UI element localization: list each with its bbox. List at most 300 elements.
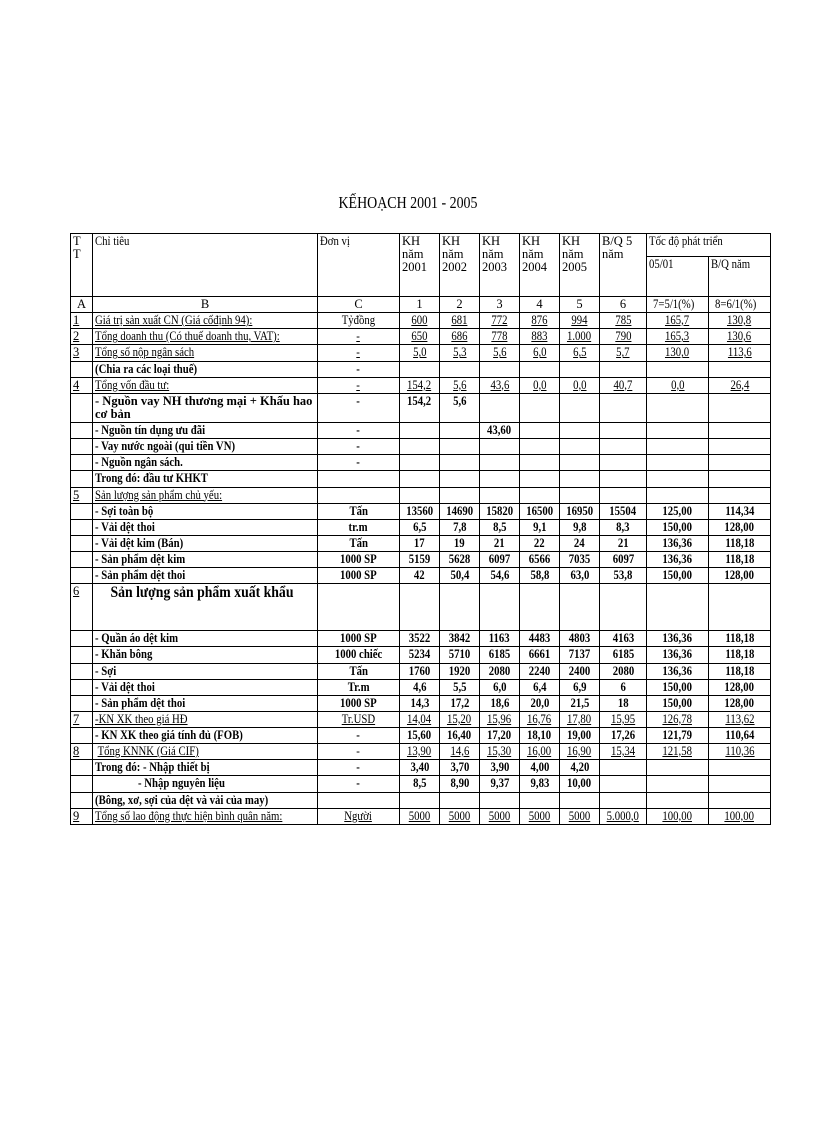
row-value (440, 423, 480, 439)
row-number: 8 (71, 744, 93, 760)
row-value (400, 584, 440, 631)
row-value: 0,0 (560, 377, 600, 393)
row-value: 3,70 (440, 760, 480, 776)
row-value: 26,4 (709, 377, 771, 393)
row-value: 15,96 (480, 711, 520, 727)
row-value: 17,20 (480, 728, 520, 744)
row-value: 1163 (480, 631, 520, 647)
row-value (400, 471, 440, 487)
row-value: 8,5 (480, 519, 520, 535)
row-value: 6661 (520, 647, 560, 663)
row-value: 110,64 (709, 728, 771, 744)
row-label: Trong đó: - Nhập thiết bị (93, 760, 318, 776)
row-value: 772 (480, 313, 520, 329)
row-value: 1760 (400, 663, 440, 679)
table-row (71, 345, 771, 361)
row-value: 13,90 (400, 744, 440, 760)
row-label: - Vải dệt thoi (93, 679, 318, 695)
header-year-2004: KH năm 2004 (520, 234, 560, 297)
row-value: 681 (440, 313, 480, 329)
row-value: 7035 (560, 552, 600, 568)
row-value: 14,04 (400, 711, 440, 727)
row-value: 16,90 (560, 744, 600, 760)
table-row (71, 647, 771, 663)
row-value (520, 584, 560, 631)
row-value: 50,4 (440, 568, 480, 584)
table-row (71, 503, 771, 519)
table-row (71, 313, 771, 329)
row-value (560, 471, 600, 487)
row-value: 15,95 (600, 711, 647, 727)
row-value: 150,00 (647, 695, 709, 711)
row-value: 8,3 (600, 519, 647, 535)
row-value: 17,26 (600, 728, 647, 744)
row-value (709, 776, 771, 792)
row-value (709, 487, 771, 503)
row-value: 54,6 (480, 568, 520, 584)
document-title: KẾHOẠCH 2001 - 2005 (338, 193, 478, 212)
table-row (71, 361, 771, 377)
row-value: 5710 (440, 647, 480, 663)
header-chi-tieu: Chỉ tiêu (93, 234, 318, 297)
row-value: 0,0 (647, 377, 709, 393)
row-value: 128,00 (709, 679, 771, 695)
row-value (647, 439, 709, 455)
row-value (600, 455, 647, 471)
row-unit: - (318, 760, 400, 776)
row-unit: - (318, 393, 400, 422)
row-value: 6 (600, 679, 647, 695)
row-value: 150,00 (647, 679, 709, 695)
row-value (520, 471, 560, 487)
row-value: 128,00 (709, 568, 771, 584)
row-value: 15,20 (440, 711, 480, 727)
row-value: 6,0 (480, 679, 520, 695)
row-value (440, 471, 480, 487)
row-label: -KN XK theo giá HĐ (93, 711, 318, 727)
row-value: 8,90 (440, 776, 480, 792)
row-unit: 1000 SP (318, 631, 400, 647)
row-value: 136,36 (647, 552, 709, 568)
row-value (520, 393, 560, 422)
row-value: 165,3 (647, 329, 709, 345)
row-unit: 1000 SP (318, 568, 400, 584)
row-value: 6185 (600, 647, 647, 663)
table-row (71, 584, 771, 631)
row-value: 4803 (560, 631, 600, 647)
row-value: 16950 (560, 503, 600, 519)
row-value: 18 (600, 695, 647, 711)
plan-table (70, 233, 771, 825)
row-label: - Vải dệt kim (Bán) (93, 535, 318, 551)
row-value (480, 471, 520, 487)
table-row (71, 776, 771, 792)
row-value (647, 361, 709, 377)
row-value (600, 584, 647, 631)
row-value: 118,18 (709, 663, 771, 679)
row-number (71, 535, 93, 551)
row-number (71, 679, 93, 695)
row-value: 2080 (480, 663, 520, 679)
row-value: 125,00 (647, 503, 709, 519)
row-number (71, 423, 93, 439)
row-number (71, 568, 93, 584)
row-number: 6 (71, 584, 93, 631)
row-value: 126,78 (647, 711, 709, 727)
row-value: 15,30 (480, 744, 520, 760)
table-row (71, 471, 771, 487)
row-value: 136,36 (647, 663, 709, 679)
row-label: - KN XK theo giá tính đủ (FOB) (93, 728, 318, 744)
row-value: 6097 (600, 552, 647, 568)
row-unit: - (318, 377, 400, 393)
table-row (71, 631, 771, 647)
header-bq5: B/Q 5 năm (600, 234, 647, 297)
row-number (71, 552, 93, 568)
row-value: 17 (400, 535, 440, 551)
row-unit: - (318, 423, 400, 439)
row-value: 13560 (400, 503, 440, 519)
row-value: 785 (600, 313, 647, 329)
header-year-2003: KH năm 2003 (480, 234, 520, 297)
row-value: 154,2 (400, 393, 440, 422)
row-number (71, 631, 93, 647)
row-number: 3 (71, 345, 93, 361)
row-number (71, 792, 93, 808)
row-value: 6,0 (520, 345, 560, 361)
row-value: 4,00 (520, 760, 560, 776)
table-row (71, 808, 771, 824)
row-value: 130,8 (709, 313, 771, 329)
row-value: 19 (440, 535, 480, 551)
row-value (560, 439, 600, 455)
row-value: 43,6 (480, 377, 520, 393)
row-unit: Tấn (318, 503, 400, 519)
row-value: 3,40 (400, 760, 440, 776)
row-number (71, 519, 93, 535)
row-value (709, 423, 771, 439)
row-value: 165,7 (647, 313, 709, 329)
row-number (71, 647, 93, 663)
row-value: 15820 (480, 503, 520, 519)
code-cell: C (318, 297, 400, 313)
table-row (71, 568, 771, 584)
row-value: 10,00 (560, 776, 600, 792)
row-value (709, 393, 771, 422)
row-value (440, 455, 480, 471)
row-value (600, 471, 647, 487)
row-value: 5000 (440, 808, 480, 824)
row-value (440, 584, 480, 631)
row-label: Sản lượng sản phẩm xuất khẩu (93, 584, 318, 631)
row-value: 118,18 (709, 647, 771, 663)
row-value: 110,36 (709, 744, 771, 760)
row-label: Tổng doanh thu (Có thuế doanh thu, VAT): (93, 329, 318, 345)
header-sub-0501: 05/01 (647, 257, 709, 297)
row-number (71, 361, 93, 377)
row-value (480, 439, 520, 455)
row-value (709, 361, 771, 377)
row-number: 2 (71, 329, 93, 345)
code-cell: B (93, 297, 318, 313)
row-value: 19,00 (560, 728, 600, 744)
row-value (560, 584, 600, 631)
row-value: 53,8 (600, 568, 647, 584)
row-value (600, 439, 647, 455)
header-tt: T T (71, 234, 93, 297)
row-value: 5000 (520, 808, 560, 824)
row-value: 7137 (560, 647, 600, 663)
row-number: 4 (71, 377, 93, 393)
row-value: 17,80 (560, 711, 600, 727)
code-cell: 2 (440, 297, 480, 313)
row-label: Tổng số nộp ngân sách (93, 345, 318, 361)
row-value (520, 487, 560, 503)
row-label: - Sản phẩm dệt kim (93, 552, 318, 568)
row-value (709, 471, 771, 487)
row-value: 42 (400, 568, 440, 584)
row-value: 100,00 (647, 808, 709, 824)
row-value: 6,9 (560, 679, 600, 695)
row-value: 4,6 (400, 679, 440, 695)
row-value: 136,36 (647, 647, 709, 663)
row-unit: - (318, 329, 400, 345)
row-label: Giá trị sản xuất CN (Giá cốđịnh 94): (93, 313, 318, 329)
table-row (71, 711, 771, 727)
row-label: Tổng vốn đầu tư: (93, 377, 318, 393)
row-value: 20,0 (520, 695, 560, 711)
row-unit (318, 471, 400, 487)
row-value: 150,00 (647, 519, 709, 535)
row-value: 114,34 (709, 503, 771, 519)
table-row (71, 487, 771, 503)
row-number: 5 (71, 487, 93, 503)
row-unit: 1000 SP (318, 552, 400, 568)
row-value: 1.000 (560, 329, 600, 345)
code-cell: 4 (520, 297, 560, 313)
row-value: 9,8 (560, 519, 600, 535)
row-label: - Nguồn tín dụng ưu đãi (93, 423, 318, 439)
row-value: 113,62 (709, 711, 771, 727)
row-number: 7 (71, 711, 93, 727)
row-value: 21,5 (560, 695, 600, 711)
table-row (71, 535, 771, 551)
row-value: 1920 (440, 663, 480, 679)
row-value: 5,3 (440, 345, 480, 361)
row-value: 58,8 (520, 568, 560, 584)
row-unit: - (318, 728, 400, 744)
row-value: 9,83 (520, 776, 560, 792)
row-unit: - (318, 455, 400, 471)
row-value: 2080 (600, 663, 647, 679)
header-year-2001: KH năm 2001 (400, 234, 440, 297)
row-value (600, 760, 647, 776)
row-value: 5,7 (600, 345, 647, 361)
row-label: Tổng KNNK (Giá CIF) (93, 744, 318, 760)
row-unit: Tấn (318, 535, 400, 551)
row-unit: - (318, 361, 400, 377)
row-value: 3842 (440, 631, 480, 647)
row-unit: tr.m (318, 519, 400, 535)
row-value: 600 (400, 313, 440, 329)
row-value: 6,5 (400, 519, 440, 535)
row-label: - Quần áo dệt kim (93, 631, 318, 647)
row-unit: Người (318, 808, 400, 824)
row-value (560, 792, 600, 808)
row-number: 1 (71, 313, 93, 329)
row-label: (Bông, xơ, sợi của dệt và vải của may) (93, 792, 318, 808)
row-value (440, 439, 480, 455)
row-value: 650 (400, 329, 440, 345)
row-value: 5,5 (440, 679, 480, 695)
row-label: - Sợi toàn bộ (93, 503, 318, 519)
row-label: - Khăn bông (93, 647, 318, 663)
row-value: 121,79 (647, 728, 709, 744)
table-row (71, 552, 771, 568)
row-value: 154,2 (400, 377, 440, 393)
row-value: 9,1 (520, 519, 560, 535)
row-value: 5159 (400, 552, 440, 568)
header-row (71, 234, 771, 257)
code-cell: A (71, 297, 93, 313)
row-value (520, 792, 560, 808)
row-label: - Vay nước ngoài (qui tiền VN) (93, 439, 318, 455)
row-value (600, 393, 647, 422)
row-unit: - (318, 744, 400, 760)
row-label: - Vải dệt thoi (93, 519, 318, 535)
row-value (520, 361, 560, 377)
row-label: Trong đó: đầu tư KHKT (93, 471, 318, 487)
row-unit: Tr.USD (318, 711, 400, 727)
row-value: 2240 (520, 663, 560, 679)
row-value: 778 (480, 329, 520, 345)
row-unit: - (318, 776, 400, 792)
row-value: 5,6 (440, 377, 480, 393)
row-unit (318, 487, 400, 503)
row-value (560, 455, 600, 471)
row-value (400, 423, 440, 439)
table-row (71, 377, 771, 393)
row-unit: - (318, 345, 400, 361)
row-value: 790 (600, 329, 647, 345)
row-unit: 1000 SP (318, 695, 400, 711)
row-value: 136,36 (647, 631, 709, 647)
table-row (71, 439, 771, 455)
row-value (647, 487, 709, 503)
row-value (560, 393, 600, 422)
table-row (71, 728, 771, 744)
row-value (647, 423, 709, 439)
row-label: Tổng số lao động thực hiện bình quân năm: (93, 808, 318, 824)
row-number (71, 439, 93, 455)
code-cell: 3 (480, 297, 520, 313)
row-label: - Nguồn ngân sách. (93, 455, 318, 471)
row-value (560, 487, 600, 503)
row-value: 40,7 (600, 377, 647, 393)
row-value (709, 760, 771, 776)
row-value (440, 792, 480, 808)
row-value: 118,18 (709, 552, 771, 568)
row-number (71, 471, 93, 487)
row-number (71, 695, 93, 711)
code-cell: 8=6/1(%) (709, 297, 771, 313)
row-value: 5000 (480, 808, 520, 824)
row-value (600, 423, 647, 439)
row-value (647, 776, 709, 792)
row-unit (318, 792, 400, 808)
row-value: 150,00 (647, 568, 709, 584)
table-row (71, 695, 771, 711)
row-unit (318, 584, 400, 631)
row-number (71, 393, 93, 422)
row-value (600, 776, 647, 792)
row-value: 17,2 (440, 695, 480, 711)
row-value (647, 455, 709, 471)
row-value: 5,6 (480, 345, 520, 361)
row-label: - Nguồn vay NH thương mại + Khấu hao cơ bản (93, 393, 318, 422)
row-value: 136,36 (647, 535, 709, 551)
row-value (520, 423, 560, 439)
row-value: 14,6 (440, 744, 480, 760)
row-unit: 1000 chiếc (318, 647, 400, 663)
row-value: 118,18 (709, 631, 771, 647)
header-sub-bq: B/Q năm (709, 257, 771, 297)
row-value (709, 439, 771, 455)
row-value: 0,0 (520, 377, 560, 393)
row-value: 4,20 (560, 760, 600, 776)
row-value: 14,3 (400, 695, 440, 711)
row-label: (Chia ra các loại thuế) (93, 361, 318, 377)
row-value (480, 455, 520, 471)
row-label: - Sản phẩm dệt thoi (93, 568, 318, 584)
row-unit: Tấn (318, 663, 400, 679)
row-value: 100,00 (709, 808, 771, 824)
row-value (480, 361, 520, 377)
row-number (71, 455, 93, 471)
table-row (71, 519, 771, 535)
row-value: 16,76 (520, 711, 560, 727)
row-value: 2400 (560, 663, 600, 679)
row-number (71, 728, 93, 744)
row-value: 130,6 (709, 329, 771, 345)
code-cell: 7=5/1(%) (647, 297, 709, 313)
code-cell: 6 (600, 297, 647, 313)
row-value (647, 760, 709, 776)
row-value (709, 455, 771, 471)
row-value: 128,00 (709, 519, 771, 535)
row-label: Sản lượng sản phẩm chủ yếu: (93, 487, 318, 503)
row-value: 63,0 (560, 568, 600, 584)
row-value: 3,90 (480, 760, 520, 776)
row-value (480, 584, 520, 631)
row-value (647, 471, 709, 487)
row-value (400, 361, 440, 377)
table-row (71, 329, 771, 345)
table-body (71, 234, 771, 825)
row-value (520, 439, 560, 455)
row-value: 9,37 (480, 776, 520, 792)
row-value: 130,0 (647, 345, 709, 361)
row-value: 18,10 (520, 728, 560, 744)
row-value: 6,4 (520, 679, 560, 695)
code-cell: 5 (560, 297, 600, 313)
row-value (480, 393, 520, 422)
row-value: 5234 (400, 647, 440, 663)
row-value: 16,00 (520, 744, 560, 760)
row-label: - Sợi (93, 663, 318, 679)
row-value (647, 584, 709, 631)
row-value: 6,5 (560, 345, 600, 361)
